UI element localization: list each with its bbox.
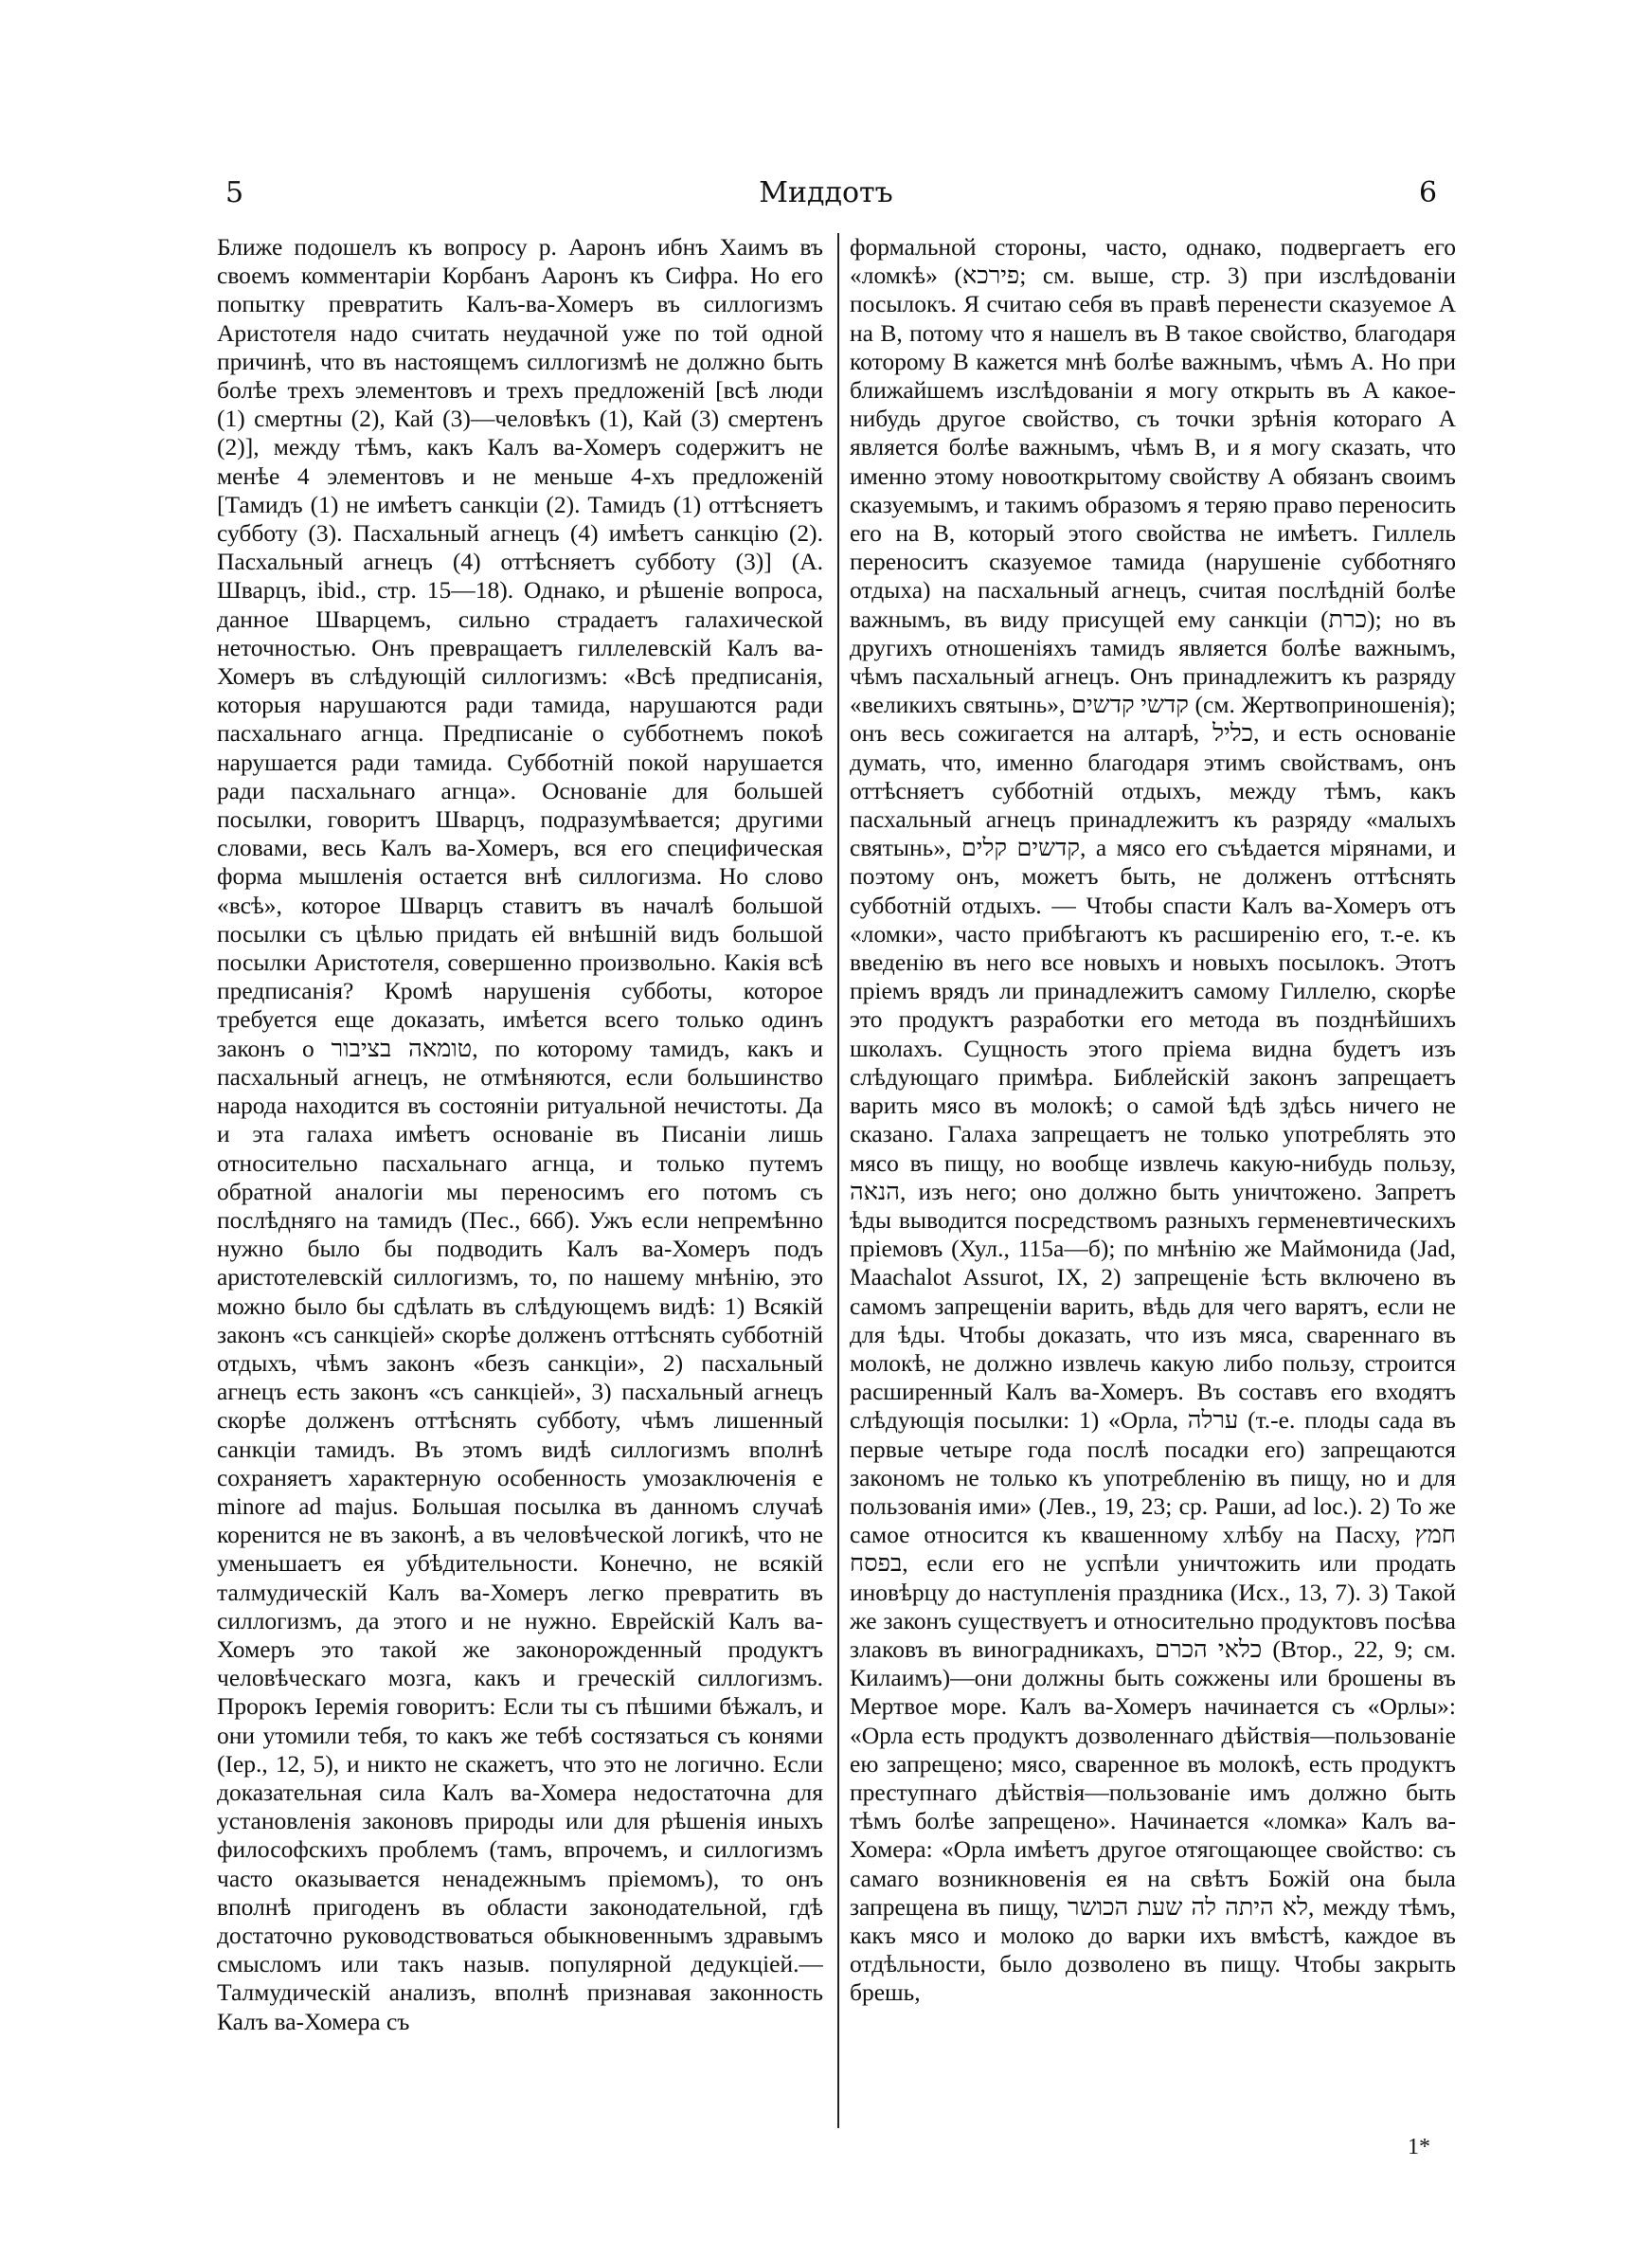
running-title: Миддотъ — [759, 176, 893, 209]
text-column-left — [217, 233, 823, 2147]
column-left-text: Ближе подошелъ къ вопросу р. Ааронъ ибнъ Хаимъ въ своемъ комментаріи Корбанъ Ааронъ къ Сифра. Но его попытку превратить Калъ-ва-Хомеръ въ силлогизмъ Аристотеля надо считать неудачной уже по той одной причинѣ, что въ настоящемъ силлогизмѣ не должно быть болѣе трехъ элементовъ и трехъ предложеній [всѣ люди (1) смертны (2), Кай (3)—человѣкъ (1), Кай (3) смертенъ (2)], между тѣмъ, какъ Калъ ва-Хомеръ содержитъ не менѣе 4 элементовъ и не меньше 4-хъ предложеній [Тамидъ (1) не имѣетъ санкціи (2). Тамидъ (1) оттѣсняетъ субботу (3). Пасхальный агнецъ (4) имѣетъ санкцію (2). Пасхальный агнецъ (4) оттѣсняетъ субботу (3)] (А. Шварцъ, ibid., стр. 15—18). Однако, и рѣшеніе вопроса, данное Шварцемъ, сильно страдаетъ галахической неточностью. Онъ превращаетъ гиллелевскій Калъ ва-Хомеръ въ слѣдующій силлогизмъ: «Всѣ предписанія, которыя нарушаются ради тамида, нарушаются ради пасхальнаго агнца. Предписаніе о субботнемъ покоѣ нарушается ради тамида. Субботній покой нарушается ради пасхальнаго агнца». Основаніе для большей посылки, говоритъ Шварцъ, подразумѣвается; другими словами, весь Калъ ва-Хомеръ, вся его специфическая форма мышленія остается внѣ силлогизма. Но слово «всѣ», которое Шварцъ ставитъ въ началѣ большой посылки съ цѣлью придать ей внѣшній видъ большой посылки Аристотеля, совершенно произвольно. Какія всѣ предписанія? Кромѣ нарушенія субботы, которое требуется еще доказать, имѣется всего только одинъ законъ о טומאה בציבור, по которому тамидъ, какъ и пасхальный агнецъ, не отмѣняются, если большинство народа находится въ состояніи ритуальной нечистоты. Да и эта галаха имѣетъ основаніе въ Писаніи лишь относительно пасхальнаго агнца, и только путемъ обратной аналогіи мы переносимъ его потомъ съ послѣдняго на тамидъ (Пес., 66б). Ужъ если непремѣнно нужно было бы подводить Калъ ва-Хомеръ подъ аристотелевскій силлогизмъ, то, по нашему мнѣнію, это можно было бы сдѣлать въ слѣдующемъ видѣ: 1) Всякій законъ «съ санкціей» скорѣе долженъ оттѣснять субботній отдыхъ, чѣмъ законъ «безъ санкціи», 2) пасхальный агнецъ есть законъ «съ санкціей», 3) пасхальный агнецъ скорѣе долженъ оттѣснять субботу, чѣмъ лишенный санкціи тамидъ. Въ этомъ видѣ силлогизмъ вполнѣ сохраняетъ характерную особенность умозаключенія e minore ad majus. Большая посылка въ данномъ случаѣ коренится не въ законѣ, а въ человѣческой логикѣ, что не уменьшаетъ ея убѣдительности. Конечно, не всякій талмудическій Калъ ва-Хомеръ легко превратить въ силлогизмъ, да этого и не нужно. Еврейскій Калъ ва-Хомеръ это такой же законорожденный продуктъ человѣческаго мозга, какъ и греческій силлогизмъ. Пророкъ Іеремія говоритъ: Если ты съ пѣшими бѣжалъ, и они утомили тебя, то какъ же тебѣ состязаться съ конями (Іер., 12, 5), и никто не скажетъ, что это не логично. Если доказательная сила Калъ ва-Хомера недостаточна для установленія законовъ природы или для рѣшенія иныхъ философскихъ проблемъ (тамъ, впрочемъ, и силлогизмъ часто оказывается ненадежнымъ пріемомъ), то онъ вполнѣ пригоденъ въ области законодательной, гдѣ достаточно руководствоваться обыкновеннымъ здравымъ смысломъ или такъ назыв. популярной дедукціей.—Талмудическій анализъ, вполнѣ признавая законность Калъ ва-Хомера съ — [217, 233, 823, 2035]
column-right-text: формальной стороны, часто, однако, подвергаетъ его «ломкѣ» (פירכא; см. выше, стр. 3) при изслѣдованіи посылокъ. Я считаю себя въ правѣ перенести сказуемое А на В, потому что я нашелъ въ В такое свойство, благодаря которому В кажется мнѣ болѣе важнымъ, чѣмъ А. Но при ближайшемъ изслѣдованіи я могу открыть въ А какое-нибудь другое свойство, съ точки зрѣнія котораго А является болѣе важнымъ, чѣмъ В, и я могу сказать, что именно этому новооткрытому свойству А обязанъ своимъ сказуемымъ, и такимъ образомъ я теряю право переносить его на В, который этого свойства не имѣетъ. Гиллель переноситъ сказуемое тамида (нарушеніе субботняго отдыха) на пасхальный агнецъ, считая послѣдній болѣе важнымъ, въ виду присущей ему санкціи (כרת); но въ другихъ отношеніяхъ тамидъ является болѣе важнымъ, чѣмъ пасхальный агнецъ. Онъ принадлежитъ къ разряду «великихъ святынь», קדשי קדשים (см. Жертвоприношенія); онъ весь сожигается на алтарѣ, כליל, и есть основаніе думать, что, именно благодаря этимъ свойствамъ, онъ оттѣсняетъ субботній отдыхъ, между тѣмъ, какъ пасхальный агнецъ принадлежитъ къ разряду «малыхъ святынь», קדשים קלים, а мясо его съѣдается мірянами, и поэтому онъ, можетъ быть, не долженъ оттѣснять субботній отдыхъ. — Чтобы спасти Калъ ва-Хомеръ отъ «ломки», часто прибѣгаютъ къ расширенію его, т.-е. къ введенію въ него все новыхъ и новыхъ посылокъ. Этотъ пріемъ врядъ ли принадлежитъ самому Гиллелю, скорѣе это продуктъ разработки его метода въ позднѣйшихъ школахъ. Сущность этого пріема видна будетъ изъ слѣдующаго примѣра. Библейскій законъ запрещаетъ варить мясо въ молокѣ; о самой ѣдѣ здѣсь ничего не сказано. Галаха запрещаетъ не только употреблять это мясо въ пищу, но вообще извлечь какую-нибудь пользу, הנאה, изъ него; оно должно быть уничтожено. Запретъ ѣды выводится посредствомъ разныхъ герменевтическихъ пріемовъ (Хул., 115а—б); по мнѣнію же Маймонида (Jad, Maachalot Assurot, IX, 2) запрещеніе ѣсть включено въ самомъ запрещеніи варить, вѣдь для чего варятъ, если не для ѣды. Чтобы доказать, что изъ мяса, свареннаго въ молокѣ, не должно извлечь какую либо пользу, строится расширенный Калъ ва-Хомеръ. Въ составъ его входятъ слѣдующія посылки: 1) «Орла, ערלה (т.-е. плоды сада въ первые четыре года послѣ посадки его) запрещаются закономъ не только къ употребленію въ пищу, но и для пользованія ими» (Лев., 19, 23; ср. Раши, ad loc.). 2) То же самое относится къ квашенному хлѣбу на Пасху, חמץ בפסח, если его не успѣли уничтожить или продать иновѣрцу до наступленія праздника (Исх., 13, 7). 3) Такой же законъ существуетъ и относительно продуктовъ посѣва злаковъ въ виноградникахъ, כלאי הכרם (Втор., 22, 9; см. Килаимъ)—они должны быть сожжены или брошены въ Мертвое море. Калъ ва-Хомеръ начинается съ «Орлы»: «Орла есть продуктъ дозволеннаго дѣйствія—пользованіе ею запрещено; мясо, сваренное въ молокѣ, есть продуктъ преступнаго дѣйствія—пользованіе имъ должно быть тѣмъ болѣе запрещено». Начинается «ломка» Калъ ва-Хомера: «Орла имѣетъ другое отягощающее свойство: съ самаго возникновенія ея на свѣтъ Божій она была запрещена въ пищу, לא היתה לה שעת הכושר, между тѣмъ, какъ мясо и молоко до варки ихъ вмѣстѣ, каждое въ отдѣльности, было дозволено въ пищу. Чтобы закрыть брешь, — [850, 233, 1456, 2007]
printer-signature: 1* — [1408, 2135, 1430, 2159]
column-divider — [837, 233, 839, 2128]
page-number-left: 5 — [225, 176, 244, 209]
text-column-right — [850, 233, 1456, 2147]
page-number-right: 6 — [1419, 176, 1438, 209]
